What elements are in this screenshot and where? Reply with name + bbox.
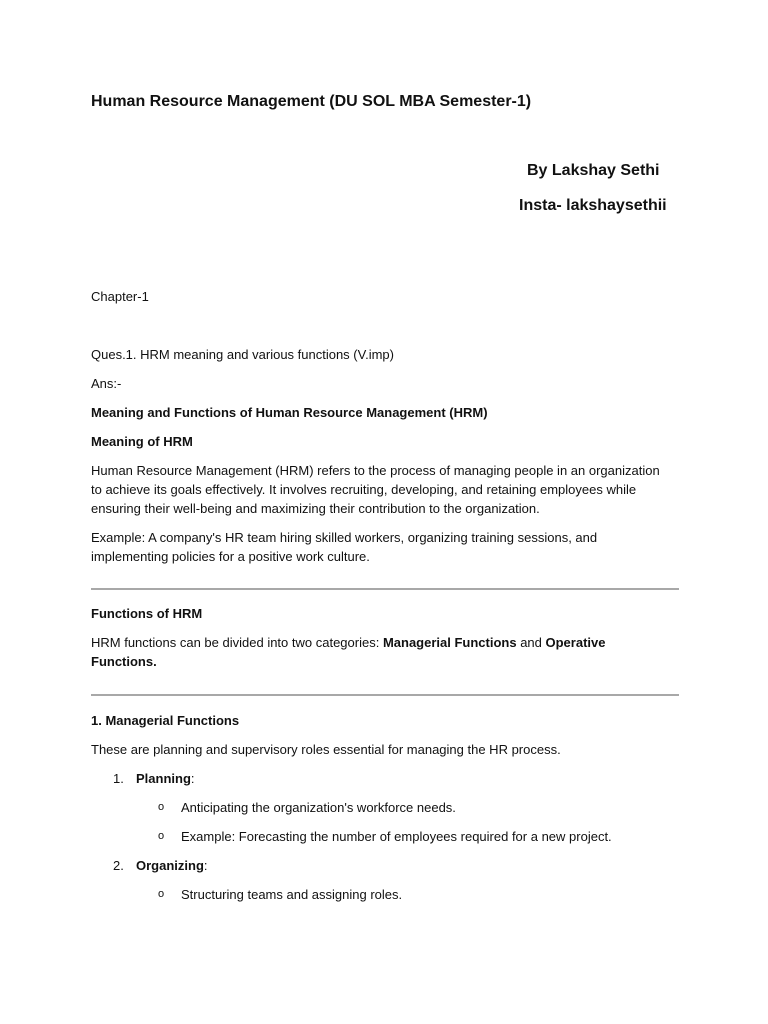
bullet-icon: o bbox=[158, 801, 165, 813]
managerial-functions-term: Managerial Functions bbox=[382, 635, 517, 650]
list-item-organizing bbox=[136, 856, 208, 875]
intro-text: and bbox=[516, 635, 546, 650]
bullet-text: Structuring teams and assigning roles. bbox=[181, 887, 403, 902]
paragraph-line: Example: A company's HR team hiring skilled workers, organizing training sessions, and bbox=[91, 530, 598, 545]
example-paragraph bbox=[91, 528, 681, 566]
bullet-icon: o bbox=[158, 888, 165, 900]
list-item-colon: : bbox=[203, 858, 208, 873]
meaning-heading: Meaning of HRM bbox=[91, 434, 193, 449]
meaning-paragraph bbox=[91, 461, 681, 518]
paragraph-line bbox=[91, 633, 681, 652]
paragraph-line: implementing policies for a positive work culture. bbox=[91, 549, 370, 564]
document-title: Human Resource Management (DU SOL MBA Semester-1) bbox=[91, 93, 532, 110]
list-item-label: Planning bbox=[136, 771, 191, 786]
list-item-number: 2. bbox=[113, 858, 124, 873]
question-text: Ques.1. HRM meaning and various functions (V.imp) bbox=[91, 347, 394, 362]
intro-text: HRM functions can be divided into two categories: bbox=[91, 635, 383, 650]
functions-heading: Functions of HRM bbox=[91, 606, 203, 621]
list-item-number: 1. bbox=[113, 771, 124, 786]
answer-label: Ans:- bbox=[91, 376, 122, 391]
author-name: By Lakshay Sethi bbox=[527, 162, 660, 179]
list-item-planning bbox=[136, 769, 195, 788]
list-item-label: Organizing bbox=[136, 858, 204, 873]
horizontal-rule bbox=[91, 588, 679, 590]
bullet-text: Example: Forecasting the number of employees required for a new project. bbox=[181, 829, 612, 844]
bullet-text: Anticipating the organization's workforce needs. bbox=[181, 800, 456, 815]
managerial-intro: These are planning and supervisory roles essential for managing the HR process. bbox=[91, 742, 561, 757]
section-heading: Meaning and Functions of Human Resource Management (HRM) bbox=[91, 405, 488, 420]
functions-intro bbox=[91, 633, 681, 671]
operative-functions-term: Functions. bbox=[91, 654, 157, 669]
list-item-colon: : bbox=[190, 771, 195, 786]
horizontal-rule bbox=[91, 694, 679, 696]
bullet-icon: o bbox=[158, 830, 165, 842]
paragraph-line: Human Resource Management (HRM) refers to the process of managing people in an organization bbox=[91, 463, 660, 478]
paragraph-line: to achieve its goals effectively. It involves recruiting, developing, and retaining employees while bbox=[91, 482, 637, 497]
managerial-heading: 1. Managerial Functions bbox=[91, 713, 240, 728]
operative-functions-term: Operative bbox=[545, 635, 606, 650]
paragraph-line: ensuring their well-being and maximizing their contribution to the organization. bbox=[91, 501, 540, 516]
chapter-label: Chapter-1 bbox=[91, 289, 149, 304]
instagram-handle: Insta- lakshaysethii bbox=[519, 197, 667, 214]
